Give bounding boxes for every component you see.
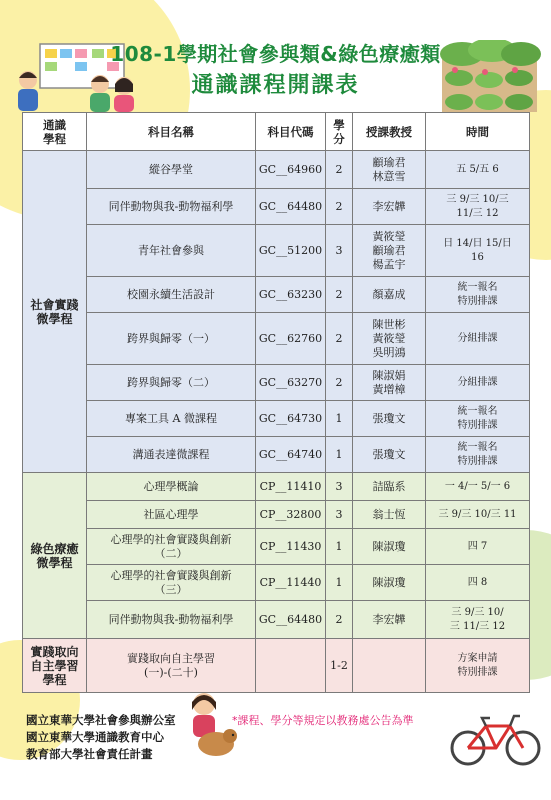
course-time: 三 9/三 10/三 11/三 12 [426,189,530,225]
course-code: CP__32800 [256,501,326,529]
course-teacher: 張瓊文 [353,437,426,473]
course-code: GC__64740 [256,437,326,473]
course-name: 社區心理學 [87,501,256,529]
course-teacher: 李宏韡 [353,601,426,639]
table-row [23,365,530,401]
course-code: CP__11430 [256,529,326,565]
course-time: 分組排課 [426,365,530,401]
course-name: 心理學的社會實踐與創新 （三） [87,565,256,601]
course-time: 一 4/一 5/一 6 [426,473,530,501]
course-time: 三 9/三 10/ 三 11/三 12 [426,601,530,639]
table-row [23,437,530,473]
course-name: 同伴動物與我-動物福利學 [87,189,256,225]
table-row [23,565,530,601]
course-time: 統一報名 特別排課 [426,277,530,313]
table-row [23,225,530,277]
course-name: 同伴動物與我-動物福利學 [87,601,256,639]
course-code: GC__64960 [256,151,326,189]
table-row [23,639,530,693]
course-name: 專案工具 A 微課程 [87,401,256,437]
organizer-list [26,712,176,763]
table-row [23,501,530,529]
program-group-label: 綠色療癒 微學程 [23,473,87,639]
course-teacher: 顏嘉成 [353,277,426,313]
course-name: 縱谷學堂 [87,151,256,189]
course-teacher: 李宏韡 [353,189,426,225]
header-program: 通識 學程 [23,113,87,151]
course-time: 五 5/五 6 [426,151,530,189]
course-teacher: 陳淑瓊 [353,565,426,601]
course-code: GC__63270 [256,365,326,401]
course-credit: 2 [326,365,353,401]
course-credit: 1 [326,565,353,601]
course-time: 統一報名 特別排課 [426,437,530,473]
bicycle-icon [448,706,543,768]
course-credit: 2 [326,151,353,189]
course-code: GC__51200 [256,225,326,277]
course-credit: 3 [326,473,353,501]
course-code: CP__11410 [256,473,326,501]
course-name: 校園永續生活設計 [87,277,256,313]
page-subtitle: 通識課程開課表 [191,73,360,98]
course-code [256,639,326,693]
course-teacher: 詰臨系 [353,473,426,501]
course-code: GC__62760 [256,313,326,365]
organizer-line: 國立東華大學通識教育中心 [26,730,164,744]
table-row [23,313,530,365]
course-time: 分組排課 [426,313,530,365]
course-code: CP__11440 [256,565,326,601]
course-time: 四 8 [426,565,530,601]
header-course-code: 科目代碼 [256,113,326,151]
course-time: 方案申請 特別排課 [426,639,530,693]
table-row [23,151,530,189]
program-group-label: 社會實踐 微學程 [23,151,87,473]
course-credit: 1 [326,437,353,473]
course-credit: 2 [326,189,353,225]
course-code: GC__63230 [256,277,326,313]
table-row [23,401,530,437]
course-name: 心理學的社會實踐與創新 （二） [87,529,256,565]
header-time: 時間 [426,113,530,151]
table-header-row [23,113,530,151]
course-name: 跨界與歸零（二） [87,365,256,401]
header-teacher: 授課教授 [353,113,426,151]
course-credit: 1 [326,529,353,565]
course-teacher [353,639,426,693]
course-teacher: 黃筱瑩 顧瑜君 楊孟宇 [353,225,426,277]
course-name: 跨界與歸零（一） [87,313,256,365]
course-teacher: 顧瑜君 林意雪 [353,151,426,189]
course-teacher: 陳世彬 黃筱瑩 吳明鴻 [353,313,426,365]
course-name: 心理學概論 [87,473,256,501]
girl-with-dog-illustration [180,688,240,760]
table-row [23,277,530,313]
course-name: 青年社會參與 [87,225,256,277]
course-teacher: 張瓊文 [353,401,426,437]
table-row [23,189,530,225]
course-time: 四 7 [426,529,530,565]
course-credit: 1-2 [326,639,353,693]
course-name: 溝通表達微課程 [87,437,256,473]
organizer-line: 國立東華大學社會參與辦公室 [26,713,176,727]
header-course-name: 科目名稱 [87,113,256,151]
course-time: 統一報名 特別排課 [426,401,530,437]
course-code: GC__64730 [256,401,326,437]
table-row [23,529,530,565]
table-row [23,473,530,501]
course-teacher: 陳淑瓊 [353,529,426,565]
organizer-line: 教育部大學社會責任計畫 [26,747,153,761]
course-credit: 2 [326,277,353,313]
course-code: GC__64480 [256,601,326,639]
header-credit: 學分 [326,113,353,151]
course-credit: 3 [326,225,353,277]
course-time: 日 14/日 15/日 16 [426,225,530,277]
course-table [22,112,530,693]
course-code: GC__64480 [256,189,326,225]
page-title: 108-1學期社會參與類&綠色療癒類 [110,42,441,66]
program-group-label: 實踐取向 自主學習 學程 [23,639,87,693]
course-name: 實踐取向自主學習 (一)-(二十) [87,639,256,693]
course-credit: 3 [326,501,353,529]
course-time: 三 9/三 10/三 11 [426,501,530,529]
course-teacher: 陳淑娟 黃增樟 [353,365,426,401]
policy-note: *課程、學分等規定以教務處公告為準 [232,714,414,727]
course-credit: 1 [326,401,353,437]
course-credit: 2 [326,313,353,365]
table-row [23,601,530,639]
course-teacher: 翁士恆 [353,501,426,529]
course-credit: 2 [326,601,353,639]
